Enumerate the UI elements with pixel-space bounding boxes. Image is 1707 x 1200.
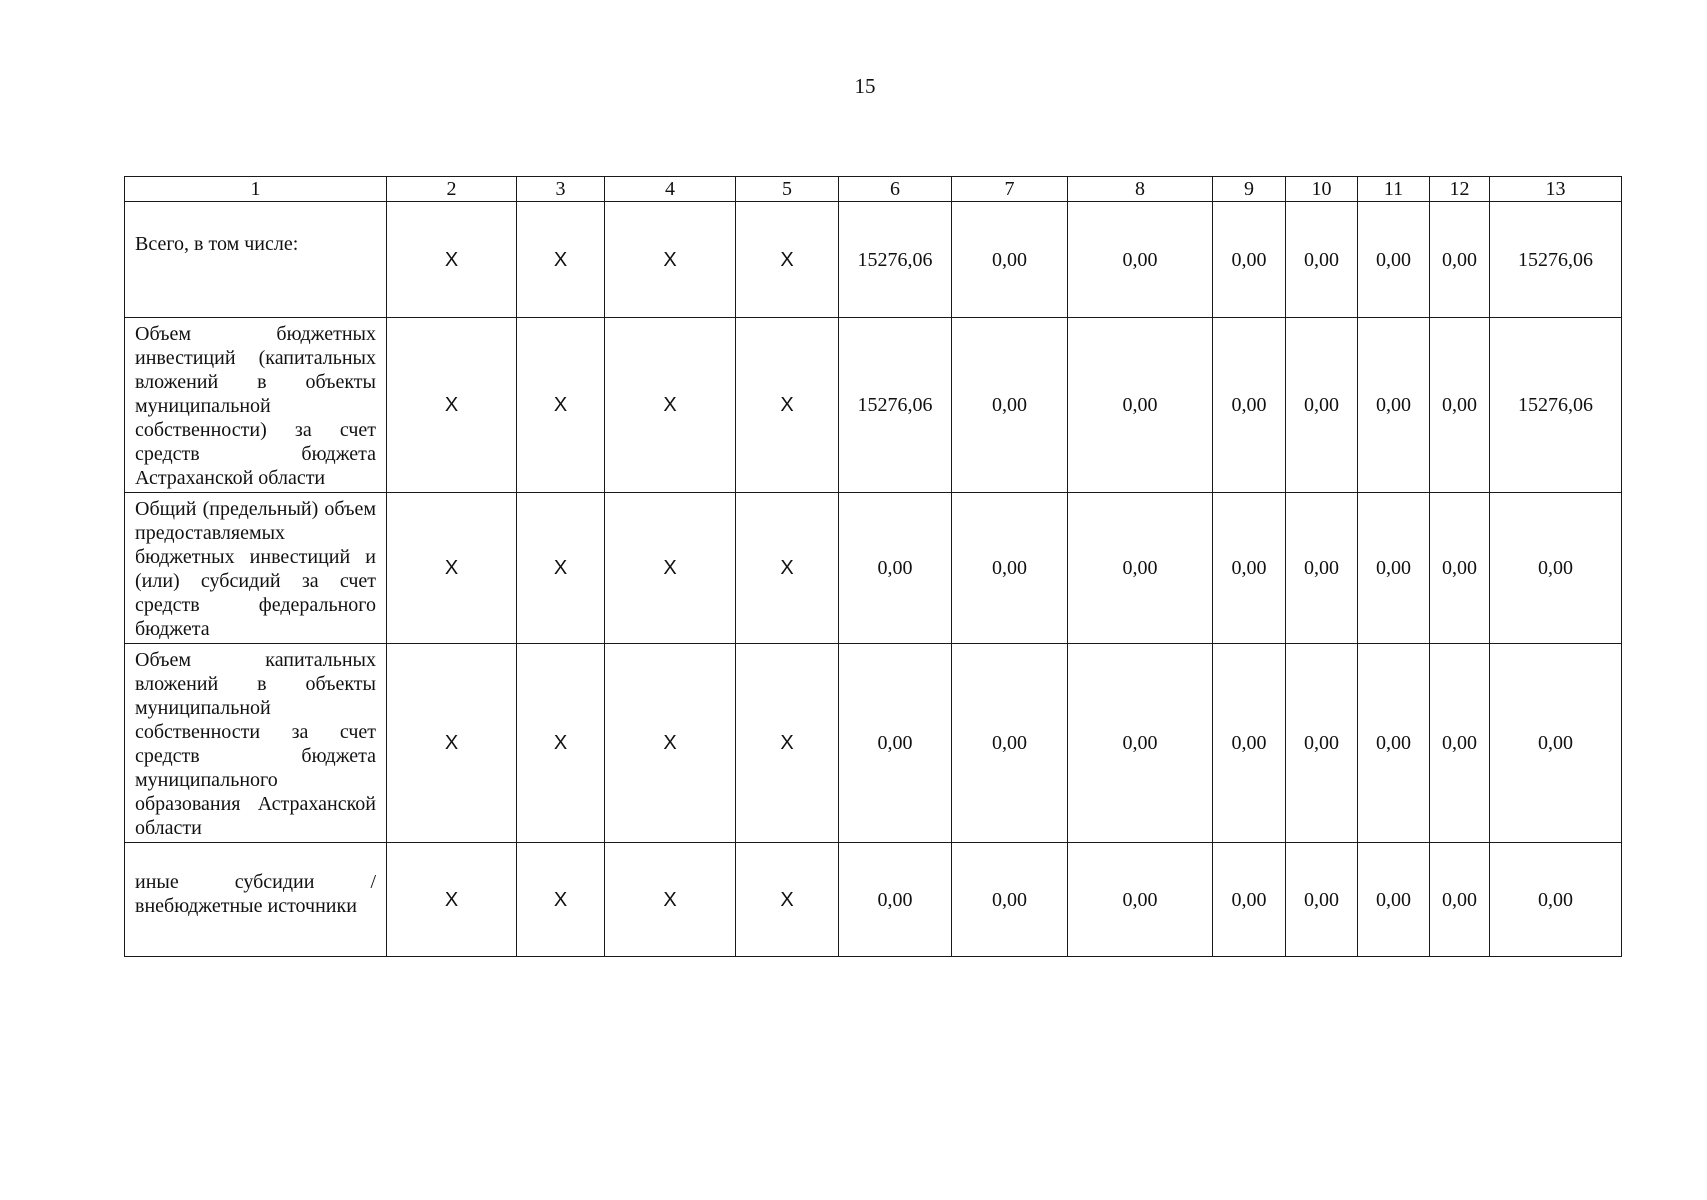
table-cell: X <box>605 202 736 318</box>
table-cell: X <box>605 493 736 644</box>
table-cell: 0,00 <box>1068 318 1213 493</box>
table-cell: 0,00 <box>1490 644 1622 843</box>
table-row <box>125 493 1622 644</box>
table-cell: 0,00 <box>1068 644 1213 843</box>
table-cell: 0,00 <box>1358 318 1430 493</box>
table-cell: 0,00 <box>952 644 1068 843</box>
table-cell: 0,00 <box>1286 493 1358 644</box>
table-cell: X <box>387 318 517 493</box>
table-cell: X <box>387 644 517 843</box>
table-cell: 0,00 <box>1213 202 1286 318</box>
column-number: 2 <box>387 177 517 202</box>
table-cell: 15276,06 <box>839 202 952 318</box>
row-label: Общий (предельный) объем предоставляемых бюджетных инвестиций и (или) субсидий за счет средств федерального бюджета <box>125 493 387 644</box>
table-cell: 0,00 <box>952 493 1068 644</box>
table-cell: 0,00 <box>1213 493 1286 644</box>
table-cell: 0,00 <box>1213 644 1286 843</box>
table-cell: X <box>736 843 839 957</box>
column-number: 13 <box>1490 177 1622 202</box>
table-cell: X <box>517 644 605 843</box>
table-cell: 15276,06 <box>839 318 952 493</box>
row-label: Объем бюджетных инвестиций (капитальных вложений в объекты муниципальной собственности) за счет средств бюджета Астраханской области <box>125 318 387 493</box>
table-cell: 0,00 <box>1286 202 1358 318</box>
table-cell: 0,00 <box>1430 843 1490 957</box>
table-cell: 0,00 <box>1358 493 1430 644</box>
column-number: 7 <box>952 177 1068 202</box>
table-cell: 0,00 <box>1068 202 1213 318</box>
table-cell: X <box>517 202 605 318</box>
table-cell: 0,00 <box>1286 843 1358 957</box>
table-cell: 0,00 <box>839 843 952 957</box>
table-cell: 0,00 <box>1286 318 1358 493</box>
table-cell: X <box>736 318 839 493</box>
column-number: 6 <box>839 177 952 202</box>
table-row <box>125 843 1622 957</box>
table-cell: 0,00 <box>1358 644 1430 843</box>
table-cell: 0,00 <box>1213 843 1286 957</box>
column-number: 10 <box>1286 177 1358 202</box>
column-number-row <box>125 177 1622 202</box>
table-cell: 0,00 <box>1430 202 1490 318</box>
table-cell: 0,00 <box>1490 493 1622 644</box>
table-cell: 0,00 <box>1430 493 1490 644</box>
table-cell: 15276,06 <box>1490 202 1622 318</box>
table-row <box>125 644 1622 843</box>
table-cell: X <box>605 644 736 843</box>
row-label: иные субсидии / внебюджетные источники <box>125 843 387 957</box>
table-cell: X <box>605 843 736 957</box>
table-cell: 0,00 <box>1430 318 1490 493</box>
table-cell: 0,00 <box>839 493 952 644</box>
column-number: 3 <box>517 177 605 202</box>
column-number: 4 <box>605 177 736 202</box>
table-cell: 0,00 <box>839 644 952 843</box>
table-cell: 0,00 <box>1358 202 1430 318</box>
table-cell: 0,00 <box>952 202 1068 318</box>
table-cell: X <box>387 493 517 644</box>
table-cell: 0,00 <box>1068 493 1213 644</box>
table-cell: X <box>736 644 839 843</box>
column-number: 12 <box>1430 177 1490 202</box>
column-number: 5 <box>736 177 839 202</box>
table-row <box>125 318 1622 493</box>
column-number: 1 <box>125 177 387 202</box>
table-cell: 0,00 <box>1490 843 1622 957</box>
table-cell: 0,00 <box>1430 644 1490 843</box>
table-cell: X <box>517 493 605 644</box>
row-label: Объем капитальных вложений в объекты муниципальной собственности за счет средств бюджета муниципального образования Астраханской области <box>125 644 387 843</box>
table-cell: 0,00 <box>1286 644 1358 843</box>
table-cell: 0,00 <box>952 318 1068 493</box>
column-number: 11 <box>1358 177 1430 202</box>
page-number: 15 <box>854 74 876 98</box>
table-cell: 0,00 <box>952 843 1068 957</box>
table-cell: X <box>387 202 517 318</box>
column-number: 9 <box>1213 177 1286 202</box>
column-number: 8 <box>1068 177 1213 202</box>
table-cell: X <box>605 318 736 493</box>
table-cell: X <box>517 318 605 493</box>
table-row <box>125 202 1622 318</box>
table-cell: 15276,06 <box>1490 318 1622 493</box>
table-cell: X <box>736 202 839 318</box>
table-cell: X <box>517 843 605 957</box>
row-label: Всего, в том числе: <box>125 202 387 318</box>
table-cell: X <box>387 843 517 957</box>
table-cell: 0,00 <box>1213 318 1286 493</box>
table-cell: 0,00 <box>1068 843 1213 957</box>
budget-table <box>124 176 1622 957</box>
table-cell: 0,00 <box>1358 843 1430 957</box>
table-cell: X <box>736 493 839 644</box>
